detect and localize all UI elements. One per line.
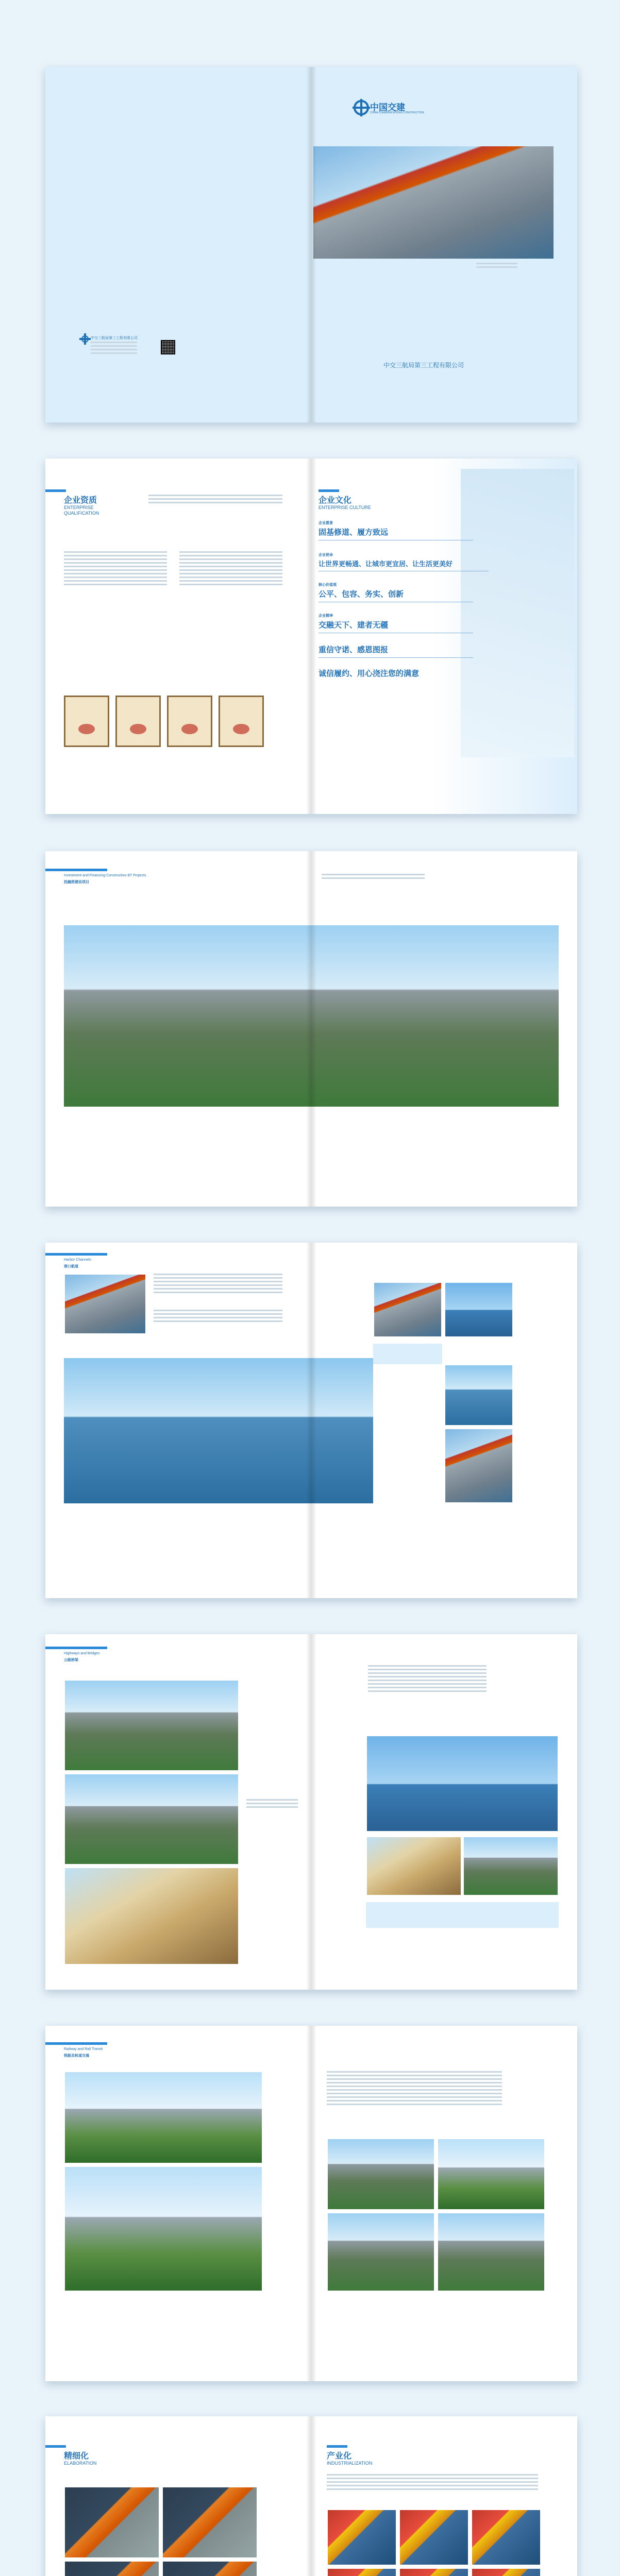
elaboration-page bbox=[45, 2416, 311, 2576]
highway-right-lines bbox=[368, 1665, 487, 1694]
cable-bridge-photo bbox=[366, 1735, 559, 1832]
harbor-heading-en: Harbor Channels bbox=[64, 1258, 91, 1262]
harbor-lines-2 bbox=[154, 1310, 282, 1324]
harbor-heading-cn: 港口航道 bbox=[64, 1265, 78, 1268]
harbor-left bbox=[45, 1243, 311, 1598]
team-photo bbox=[327, 2509, 397, 2566]
accent-bar bbox=[45, 2445, 66, 2448]
metro-photo bbox=[327, 2212, 435, 2292]
cover-company-name: 中交三航局第三工程有限公司 bbox=[383, 362, 464, 369]
culture-caption: 核心价值观 bbox=[319, 583, 337, 587]
worker-photo bbox=[64, 2486, 160, 2558]
railway-lines bbox=[327, 2071, 502, 2107]
investment-right bbox=[311, 851, 577, 1207]
investment-left bbox=[45, 851, 311, 1207]
highway-heading-cn: 公路桥梁 bbox=[64, 1658, 78, 1662]
culture-mission: 让世界更畅通、让城市更宜居、让生活更美好 bbox=[319, 561, 453, 568]
culture-service: 诚信履约、用心浇注您的满意 bbox=[319, 669, 420, 678]
cover-port-photo bbox=[313, 146, 554, 259]
industrialization-title: 产业化 bbox=[327, 2452, 352, 2461]
metro-photo bbox=[437, 2212, 545, 2292]
culture-vision: 固基修道、履方致远 bbox=[319, 528, 389, 537]
highway-left bbox=[45, 1634, 311, 1990]
culture-title: 企业文化 bbox=[319, 496, 352, 505]
team-photo bbox=[471, 2568, 541, 2576]
culture-caption: 企业使命 bbox=[319, 553, 333, 557]
harbor-photo bbox=[444, 1364, 513, 1426]
front-cover bbox=[311, 67, 577, 422]
railway-heading-cn: 铁路及轨道交通 bbox=[64, 2054, 89, 2058]
highway-right bbox=[311, 1634, 577, 1990]
elaboration-title-en: ELABORATION bbox=[64, 2461, 97, 2466]
culture-caption: 企业精神 bbox=[319, 614, 333, 618]
construction-site-photo bbox=[64, 1867, 239, 1965]
brand-en: CHINA COMMUNICATIONS CONSTRUCTION bbox=[370, 111, 424, 114]
investment-spread bbox=[45, 851, 577, 1207]
back-cover-company: 中交三航局第三工程有限公司 bbox=[91, 336, 138, 340]
qualification-page bbox=[45, 459, 311, 814]
harbor-photo bbox=[444, 1282, 513, 1337]
harbor-photo bbox=[373, 1282, 442, 1337]
qualification-list-left bbox=[64, 551, 167, 587]
harbor-lines-1 bbox=[154, 1274, 282, 1295]
qualification-list-right bbox=[179, 551, 282, 587]
accent-bar bbox=[45, 489, 66, 492]
interchange-photo-right bbox=[311, 925, 559, 1107]
railway-right bbox=[311, 2026, 577, 2381]
worker-photo bbox=[162, 2486, 258, 2558]
certificate bbox=[167, 696, 212, 747]
metro-photo bbox=[327, 2138, 435, 2210]
culture-page bbox=[311, 459, 577, 814]
culture-caption: 企业愿景 bbox=[319, 521, 333, 525]
culture-values: 公平、包容、务实、创新 bbox=[319, 589, 404, 599]
highway-spread bbox=[45, 1634, 577, 1990]
contact-lines bbox=[91, 342, 137, 356]
elaboration-title: 精细化 bbox=[64, 2452, 89, 2461]
harbor-photo bbox=[444, 1428, 513, 1503]
culture-title-en: ENTERPRISE CULTURE bbox=[319, 505, 371, 510]
bridge-pier-photo bbox=[366, 1836, 462, 1896]
harbor-spread bbox=[45, 1243, 577, 1598]
caption-panel bbox=[373, 1344, 442, 1364]
elevated-road-photo bbox=[463, 1836, 559, 1896]
accent-bar bbox=[327, 2445, 347, 2448]
harbor-right bbox=[311, 1243, 577, 1598]
cover-small-lines bbox=[476, 263, 517, 270]
investment-intro-lines bbox=[322, 874, 425, 881]
qualification-intro-lines bbox=[148, 495, 282, 505]
culture-spirit: 交融天下、建者无疆 bbox=[319, 620, 389, 630]
accent-bar bbox=[45, 1253, 107, 1256]
back-cover bbox=[45, 67, 311, 422]
team-photo bbox=[399, 2509, 469, 2566]
culture-ethic: 重信守诺、感恩图报 bbox=[319, 645, 389, 654]
qualification-en-1: ENTERPRISE bbox=[64, 505, 94, 510]
qr-code bbox=[161, 340, 175, 354]
highway-left-lines bbox=[246, 1799, 298, 1810]
certificate bbox=[64, 696, 109, 747]
small-logo-icon bbox=[81, 335, 89, 343]
industrialization-page bbox=[311, 2416, 577, 2576]
team-photo bbox=[471, 2509, 541, 2566]
high-speed-train-photo bbox=[64, 2166, 263, 2292]
cover-spread bbox=[45, 67, 577, 422]
accent-bar bbox=[45, 1647, 107, 1649]
industrialization-title-en: INDUSTRIALIZATION bbox=[327, 2461, 373, 2466]
railway-left bbox=[45, 2026, 311, 2381]
investment-heading-en: Investment and Financing Construction BT Projects bbox=[64, 874, 146, 877]
terminal-photo bbox=[64, 1358, 311, 1503]
bridge-watermark bbox=[461, 469, 574, 757]
rail-bridge-photo bbox=[64, 2071, 263, 2164]
railway-heading-en: Railway and Rail Transit bbox=[64, 2047, 103, 2051]
certificate bbox=[219, 696, 264, 747]
crane-photo bbox=[64, 1274, 146, 1334]
elaboration-spread bbox=[45, 2416, 577, 2576]
highway-photo bbox=[64, 1773, 239, 1865]
team-photo bbox=[327, 2568, 397, 2576]
worker-photo bbox=[64, 2561, 160, 2576]
qualification-en-2: QUALIFICATION bbox=[64, 511, 99, 516]
qualification-culture-spread bbox=[45, 459, 577, 814]
ccc-logo-icon bbox=[354, 100, 369, 115]
investment-heading-cn: 投融资建设项目 bbox=[64, 880, 89, 884]
accent-bar bbox=[319, 489, 339, 492]
highway-heading-en: Highways and Bridges bbox=[64, 1652, 100, 1655]
brand-cn: 中国交建 bbox=[370, 103, 405, 112]
accent-bar bbox=[45, 869, 107, 871]
interchange-photo-left bbox=[64, 925, 311, 1107]
qualification-title: 企业资质 bbox=[64, 496, 97, 505]
terminal-photo-continued bbox=[311, 1358, 373, 1503]
metro-photo bbox=[437, 2138, 545, 2210]
accent-bar bbox=[45, 2042, 107, 2045]
industrialization-lines bbox=[327, 2474, 538, 2492]
railway-spread bbox=[45, 2026, 577, 2381]
team-photo bbox=[399, 2568, 469, 2576]
caption-panel bbox=[366, 1902, 559, 1928]
worker-photo bbox=[162, 2561, 258, 2576]
certificate bbox=[115, 696, 161, 747]
highway-photo bbox=[64, 1680, 239, 1771]
